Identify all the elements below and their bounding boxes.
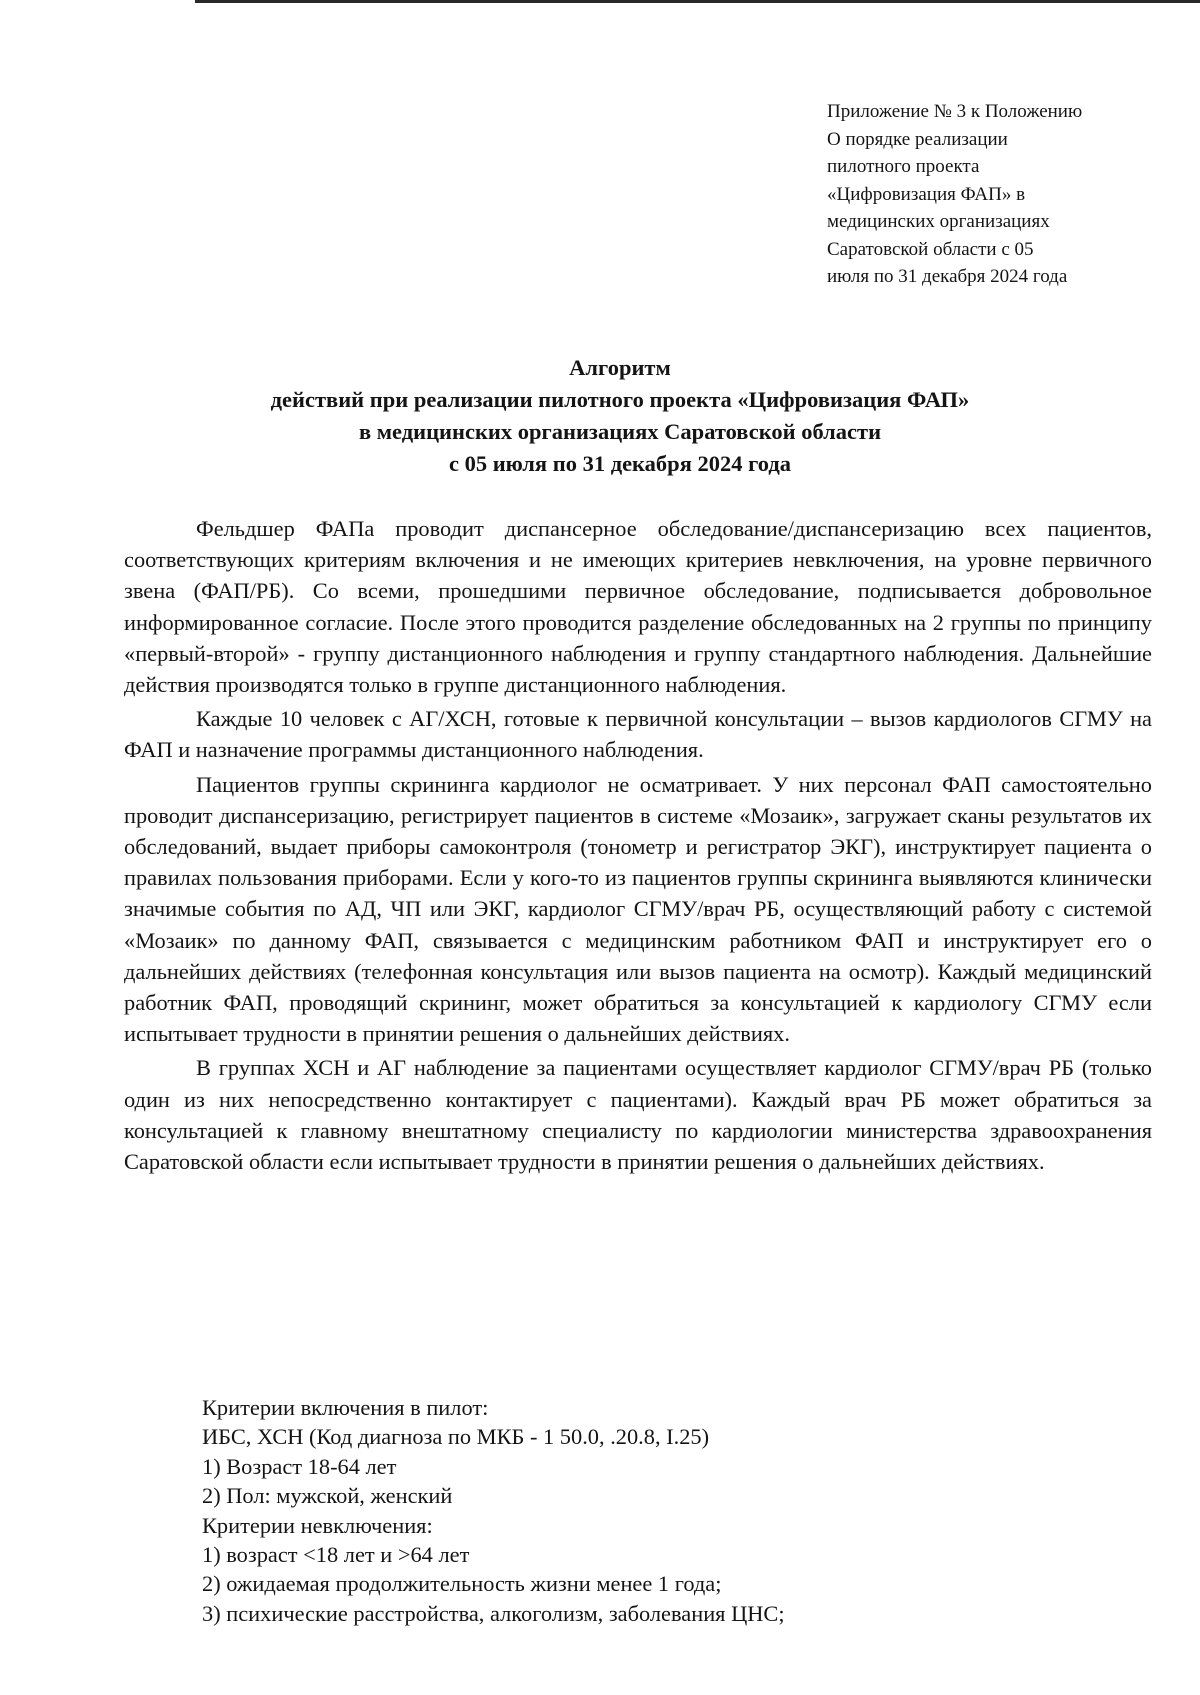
appendix-line: медицинских организациях <box>827 211 1050 232</box>
appendix-line: О порядке реализации <box>827 128 1008 150</box>
appendix-line: пилотного проекта <box>827 156 980 177</box>
criteria-heading-exclusion: Критерии невключения: <box>202 1512 433 1538</box>
title-line: с 05 июля по 31 декабря 2024 года <box>448 451 792 476</box>
appendix-line: июля по 31 декабря 2024 года <box>827 266 1068 287</box>
criteria-diagnosis: ИБС, ХСН (Код диагноза по МКБ - 1 50.0, .20.8, I.25) <box>202 1424 710 1450</box>
criteria-item: 2) Пол: мужской, женский <box>202 1483 453 1509</box>
document-title <box>120 352 1120 480</box>
appendix-note <box>827 98 1177 291</box>
paragraph-screening-procedure: Фельдшер ФАПа проводит диспансерное обследование/диспансеризацию всех пациентов, соответствующих критериям включения и не имеющих критериев невключения, на уровне первичного звена (ФАП/РБ). Со всеми, прошедшими первичное обследование, подписывается добровольное информированное согласие. После этого проводится разделение обследованных на 2 группы по принципу «первый-второй» - группу дистанционного наблюдения и группу стандартного наблюдения. Дальнейшие действия производятся только в группе дистанционного наблюдения. <box>124 516 1152 698</box>
criteria-item: 1) Возраст 18-64 лет <box>202 1453 397 1479</box>
paragraph-consultation: Каждые 10 человек с АГ/ХСН, готовые к первичной консультации – вызов кардиологов СГМУ на ФАП и назначение программы дистанционного наблюдения. <box>124 706 1152 763</box>
criteria-item: 1) возраст <18 лет и >64 лет <box>202 1542 470 1568</box>
criteria-heading-inclusion: Критерии включения в пилот: <box>202 1395 489 1420</box>
criteria-list <box>202 1393 1102 1628</box>
document-body <box>124 513 1152 1177</box>
criteria-item: 3) психические расстройства, алкоголизм, заболевания ЦНС; <box>202 1600 785 1626</box>
criteria-item: 2) ожидаемая продолжительность жизни менее 1 года; <box>202 1571 722 1597</box>
appendix-line: Приложение № 3 к Положению <box>827 101 1083 122</box>
paragraph-observation-groups: В группах ХСН и АГ наблюдение за пациентами осуществляет кардиолог СГМУ/врач РБ (только один из них непосредственно контактирует с пациентами). Каждый врач РБ может обратиться за консультацией к главному внештатному специалисту по кардиологии министерства здравоохранения Саратовской области если испытывает трудности в принятии решения о дальнейших действиях. <box>124 1055 1152 1175</box>
appendix-line: Саратовской области с 05 <box>827 238 1034 260</box>
title-line: действий при реализации пилотного проекта «Цифровизация ФАП» <box>270 387 970 412</box>
title-line: Алгоритм <box>569 355 671 380</box>
paragraph-screening-group: Пациентов группы скрининга кардиолог не осматривает. У них персонал ФАП самостоятельно проводит диспансеризацию, регистрирует пациентов в системе «Мозаик», загружает сканы результатов их обследований, выдает приборы самоконтроля (тонометр и регистратор ЭКГ), инструктирует пациента о правилах пользования приборами. Если у кого-то из пациентов группы скрининга выявляются клинически значимые события по АД, ЧП или ЭКГ, кардиолог СГМУ/врач РБ, осуществляющий работу с системой «Мозаик» по данному ФАП, связывается с медицинским работником ФАП и инструктирует его о дальнейших действиях (телефонная консультация или вызов пациента на осмотр). Каждый медицинский работник ФАП, проводящий скрининг, может обратиться за консультацией к кардиологу СГМУ если испытывает трудности в принятии решения о дальнейших действиях. <box>124 771 1152 1047</box>
appendix-line: «Цифровизация ФАП» в <box>827 183 1026 205</box>
title-line: в медицинских организациях Саратовской области <box>358 419 882 444</box>
